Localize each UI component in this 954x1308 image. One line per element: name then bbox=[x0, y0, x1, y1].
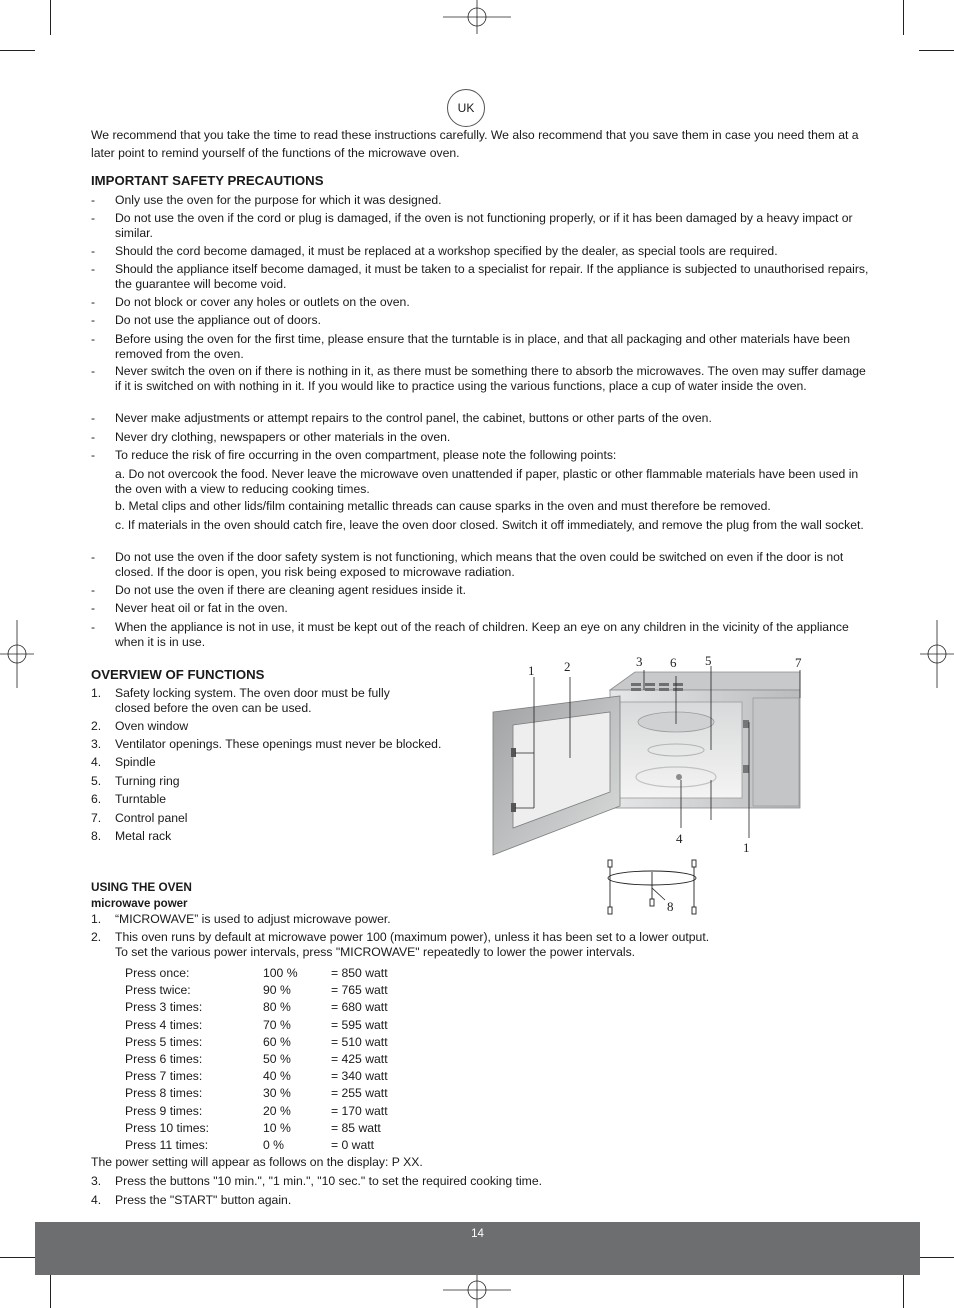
list-item bbox=[91, 244, 869, 259]
spindle bbox=[676, 774, 682, 780]
list-item bbox=[91, 193, 869, 208]
step-number: 1. bbox=[91, 912, 102, 926]
step-2 bbox=[91, 930, 869, 959]
list-item bbox=[91, 332, 869, 361]
list-item-text: Never dry clothing, newspapers or other materials in the oven. bbox=[115, 430, 451, 444]
fire-subpoint-a: a. Do not overcook the food. Never leave the microwave oven unattended if paper, plastic or other flammable materials have been used in the oven with a view to reducing cooking times. bbox=[115, 467, 859, 496]
fire-subpoint-c: c. If materials in the oven should catch fire, leave the oven door closed. Switch it off immediately, and remove the plug from the wall socket. bbox=[115, 518, 864, 532]
list-marker: - bbox=[91, 244, 96, 258]
step-number: 2. bbox=[91, 930, 102, 944]
power-watt: = 85 watt bbox=[331, 1121, 381, 1135]
power-percent: 0 % bbox=[263, 1138, 285, 1152]
list-item-text: Do not use the oven if there are cleaning agent residues inside it. bbox=[115, 583, 466, 597]
list-item bbox=[91, 211, 869, 240]
using-heading: USING THE OVEN bbox=[91, 880, 192, 894]
list-marker: - bbox=[91, 262, 96, 276]
list-item-text: Do not use the oven if the door safety system is not functioning, which means that the oven could be switched on even if the door is not closed. If the door is open, you risk being exposed to microwave radiation. bbox=[115, 550, 844, 579]
callout-label: 5 bbox=[705, 653, 712, 668]
callout-label: 4 bbox=[676, 831, 683, 846]
power-watt: = 595 watt bbox=[331, 1018, 388, 1032]
list-item-text: Never switch the oven on if there is nothing in it, as there must be something there to absorb the microwaves. The oven may suffer damage if it is switched on with nothing in it. If you would like to practice using the various functions, place a cup of water inside the oven. bbox=[115, 364, 866, 393]
display-note: The power setting will appear as follows on the display: P XX. bbox=[91, 1155, 423, 1169]
press-count: Press once: bbox=[125, 966, 190, 980]
overview-item-number: 1. bbox=[91, 686, 102, 700]
list-marker: - bbox=[91, 313, 96, 327]
step-text: Press the buttons "10 min.", "1 min.", "10 sec." to set the required cooking time. bbox=[115, 1174, 542, 1188]
press-count: Press 11 times: bbox=[125, 1138, 209, 1152]
list-item bbox=[91, 313, 869, 328]
list-marker: - bbox=[91, 550, 96, 564]
power-watt: = 765 watt bbox=[331, 983, 388, 997]
list-item-text: Should the appliance itself become damaged, it must be taken to a specialist for repair. If the appliance is subjected to unauthorised repairs, the guarantee will become void. bbox=[115, 262, 869, 291]
list-item bbox=[91, 430, 869, 445]
overview-item bbox=[91, 774, 471, 789]
overview-item-text: Control panel bbox=[115, 811, 188, 825]
power-percent: 70 % bbox=[263, 1018, 291, 1032]
callout-label: 6 bbox=[670, 655, 677, 670]
overview-item-number: 7. bbox=[91, 811, 102, 825]
overview-item bbox=[91, 737, 471, 752]
list-item-text: Do not use the appliance out of doors. bbox=[115, 313, 321, 327]
power-watt: = 510 watt bbox=[331, 1035, 388, 1049]
list-marker: - bbox=[91, 620, 96, 634]
list-item bbox=[91, 411, 869, 426]
power-percent: 50 % bbox=[263, 1052, 291, 1066]
overview-item-number: 6. bbox=[91, 792, 102, 806]
power-percent: 80 % bbox=[263, 1000, 291, 1014]
press-count: Press twice: bbox=[125, 983, 191, 997]
step-number: 3. bbox=[91, 1174, 102, 1188]
step-text: Press the "START" button again. bbox=[115, 1193, 292, 1207]
language-badge bbox=[447, 89, 485, 127]
overview-item-text: Spindle bbox=[115, 755, 156, 769]
overview-item-text: Oven window bbox=[115, 719, 189, 733]
step-3 bbox=[91, 1174, 869, 1189]
overview-item-number: 2. bbox=[91, 719, 102, 733]
list-marker: - bbox=[91, 364, 96, 378]
overview-item-number: 4. bbox=[91, 755, 102, 769]
power-watt: = 340 watt bbox=[331, 1069, 388, 1083]
overview-item-text: Safety locking system. The oven door must be fully closed before the oven can be used. bbox=[115, 686, 390, 715]
step-4 bbox=[91, 1193, 869, 1208]
power-watt: = 170 watt bbox=[331, 1104, 388, 1118]
overview-item bbox=[91, 792, 471, 807]
power-percent: 60 % bbox=[263, 1035, 291, 1049]
press-count: Press 6 times: bbox=[125, 1052, 203, 1066]
power-percent: 100 % bbox=[263, 966, 298, 980]
safety-lock-top bbox=[511, 748, 516, 757]
list-marker: - bbox=[91, 430, 96, 444]
list-marker: - bbox=[91, 411, 96, 425]
power-percent: 30 % bbox=[263, 1086, 291, 1100]
language-badge-text: UK bbox=[457, 101, 475, 115]
oven-door bbox=[493, 696, 620, 855]
list-item-text: Never make adjustments or attempt repairs to the control panel, the cabinet, buttons or other parts of the oven. bbox=[115, 411, 712, 425]
list-item-text: Before using the oven for the first time, please ensure that the turntable is in place, and that all packaging and other materials have been removed from the oven. bbox=[115, 332, 851, 361]
power-watt: = 850 watt bbox=[331, 966, 388, 980]
safety-heading: IMPORTANT SAFETY PRECAUTIONS bbox=[91, 173, 324, 188]
list-item-text: Never heat oil or fat in the oven. bbox=[115, 601, 288, 615]
callout-label: 7 bbox=[795, 655, 802, 670]
list-marker: - bbox=[91, 448, 96, 462]
power-percent: 10 % bbox=[263, 1121, 291, 1135]
power-percent: 40 % bbox=[263, 1069, 291, 1083]
list-item bbox=[91, 364, 869, 393]
safety-lock-bottom bbox=[511, 803, 516, 812]
press-count: Press 5 times: bbox=[125, 1035, 203, 1049]
overview-item bbox=[91, 719, 471, 734]
list-marker: - bbox=[91, 211, 96, 225]
list-marker: - bbox=[91, 193, 96, 207]
press-count: Press 3 times: bbox=[125, 1000, 203, 1014]
step-text: This oven runs by default at microwave power 100 (maximum power), unless it has been set to a lower output. bbox=[115, 930, 710, 944]
press-count: Press 4 times: bbox=[125, 1018, 203, 1032]
list-item-text: Do not block or cover any holes or outlets on the oven. bbox=[115, 295, 410, 309]
list-item bbox=[91, 620, 869, 649]
press-count: Press 10 times: bbox=[125, 1121, 209, 1135]
overview-item-number: 5. bbox=[91, 774, 102, 788]
oven-cabinet bbox=[610, 672, 800, 808]
power-watt: = 255 watt bbox=[331, 1086, 388, 1100]
overview-item bbox=[91, 686, 421, 715]
overview-item bbox=[91, 811, 471, 826]
list-marker: - bbox=[91, 332, 96, 346]
callout-label: 1 bbox=[528, 663, 535, 678]
list-item bbox=[91, 550, 869, 579]
power-watt: = 425 watt bbox=[331, 1052, 388, 1066]
step-text: “MICROWAVE” is used to adjust microwave power. bbox=[115, 912, 391, 926]
list-marker: - bbox=[91, 295, 96, 309]
step-text: To set the various power intervals, press "MICROWAVE" repeatedly to lower the power intervals. bbox=[115, 944, 636, 959]
callout-label: 3 bbox=[636, 654, 643, 669]
microwave-power-subheading: microwave power bbox=[91, 898, 188, 910]
step-1 bbox=[91, 912, 869, 927]
microwave-diagram bbox=[485, 650, 820, 920]
step-number: 4. bbox=[91, 1193, 102, 1207]
overview-item-text: Metal rack bbox=[115, 829, 172, 843]
overview-item-text: Turntable bbox=[115, 792, 167, 806]
list-marker: - bbox=[91, 601, 96, 615]
footer-bar bbox=[35, 1222, 920, 1275]
overview-item-number: 3. bbox=[91, 737, 102, 751]
overview-item-number: 8. bbox=[91, 829, 102, 843]
list-item bbox=[91, 448, 869, 463]
list-item-text: Do not use the oven if the cord or plug is damaged, if the oven is not functioning properly, or if it has been damaged by a heavy impact or similar. bbox=[115, 211, 853, 240]
page-number: 14 bbox=[471, 1228, 484, 1240]
press-count: Press 7 times: bbox=[125, 1069, 203, 1083]
callout-label: 2 bbox=[564, 659, 571, 674]
list-item bbox=[91, 601, 869, 616]
list-item-text: Only use the oven for the purpose for which it was designed. bbox=[115, 193, 442, 207]
power-watt: = 680 watt bbox=[331, 1000, 388, 1014]
power-watt: = 0 watt bbox=[331, 1138, 375, 1152]
list-item bbox=[91, 262, 869, 291]
callout-label: 1 bbox=[743, 840, 750, 855]
list-item-text: To reduce the risk of fire occurring in the oven compartment, please note the following points: bbox=[115, 448, 617, 462]
power-percent: 90 % bbox=[263, 983, 291, 997]
press-count: Press 9 times: bbox=[125, 1104, 203, 1118]
list-item-text: Should the cord become damaged, it must be replaced at a workshop specified by the dealer, as special tools are required. bbox=[115, 244, 778, 258]
list-item bbox=[91, 583, 869, 598]
callout-label: 8 bbox=[667, 899, 674, 914]
press-count: Press 8 times: bbox=[125, 1086, 203, 1100]
fire-subpoint-b: b. Metal clips and other lids/film containing metallic threads can cause sparks in the oven and must therefore be removed. bbox=[115, 499, 771, 513]
intro-paragraph: We recommend that you take the time to read these instructions carefully. We also recommend that you save them in case you need them at a later point to remind yourself of the functions of the microwave oven. bbox=[91, 128, 859, 160]
overview-heading: OVERVIEW OF FUNCTIONS bbox=[91, 667, 265, 682]
overview-item-text: Ventilator openings. These openings must never be blocked. bbox=[115, 737, 442, 751]
power-percent: 20 % bbox=[263, 1104, 291, 1118]
overview-item bbox=[91, 755, 471, 770]
overview-item bbox=[91, 829, 471, 844]
metal-rack bbox=[608, 860, 696, 914]
list-marker: - bbox=[91, 583, 96, 597]
overview-item-text: Turning ring bbox=[115, 774, 180, 788]
list-item bbox=[91, 295, 869, 310]
list-item-text: When the appliance is not in use, it must be kept out of the reach of children. Keep an eye on any children in the vicinity of the appliance when it is in use. bbox=[115, 620, 849, 649]
